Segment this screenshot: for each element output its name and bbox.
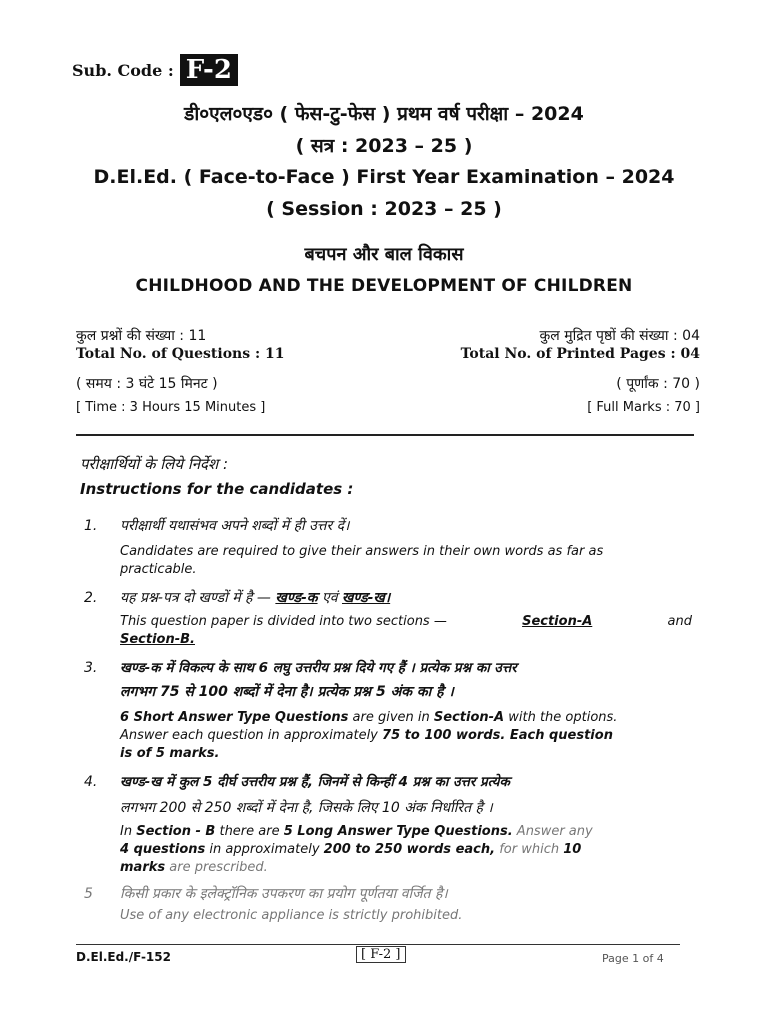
item-text-hindi: परीक्षार्थी यथासंभव अपने शब्दों में ही उत्तर दें। [120,518,350,534]
instructions-heading-english: Instructions for the candidates : [80,480,354,498]
text-segment: 6 Short Answer Type Questions [120,710,349,725]
text-segment: marks [120,860,166,875]
time-hindi: ( समय : 3 घंटे 15 मिनट ) [76,376,218,392]
text-segment: Answer any [516,824,593,839]
footer-page-number: Page 1 of 4 [602,952,664,965]
exam-title-hindi: डी०एल०एड० ( फेस-टु-फेस ) प्रथम वर्ष परीक्षा – 2024 [184,103,584,125]
sub-code [72,54,238,86]
session-hindi: ( सत्र : 2023 – 25 ) [295,135,473,157]
divider [76,434,694,436]
item-text-english-line [120,614,692,629]
text-segment: This question paper is divided into two sections — [120,614,447,629]
item-text-english-line [120,860,268,875]
text-segment: Section - B [136,824,216,839]
item-text-hindi: किसी प्रकार के इलेक्ट्रॉनिक उपकरण का प्रयोग पूर्णतया वर्जित है। [120,886,448,902]
marks-hindi: ( पूर्णांक : 70 ) [616,376,700,392]
text-segment: Answer each question in approximately [120,728,378,743]
section-a-label: Section-A [522,614,593,629]
marks-english: [ Full Marks : 70 ] [587,400,700,415]
text-segment: 200 to 250 words each, [323,842,496,857]
exam-title-english: D.El.Ed. ( Face-to-Face ) First Year Examination – 2024 [93,166,675,188]
footer-code: D.El.Ed./F-152 [76,950,171,964]
item-text-english-line [120,842,581,857]
sub-code-value: F-2 [180,54,238,86]
subject-english: CHILDHOOD AND THE DEVELOPMENT OF CHILDREN [135,276,633,296]
meta-row-english-counts [76,346,700,362]
text-segment: 75 to 100 words. Each question [382,728,613,743]
session-english: ( Session : 2023 – 25 ) [266,198,502,220]
footer-divider [76,944,680,945]
text-segment: and [667,614,692,629]
item-text-english-line: is of 5 marks. [120,746,220,761]
sub-code-label: Sub. Code : [72,60,174,80]
item-number: 1. [84,518,98,534]
text-segment: 5 Long Answer Type Questions. [283,824,513,839]
text-segment: with the options. [508,710,618,725]
item-text-english-line [120,710,617,725]
text-segment: 4 questions [120,842,206,857]
meta-row-hindi-counts [76,326,700,345]
item-text-hindi-line: खण्ड-क में विकल्प के साथ 6 लघु उत्तरीय प्रश्न दिये गए हैं । प्रत्येक प्रश्न का उत्तर [120,660,517,676]
text-segment: are prescribed. [169,860,268,875]
text-segment: एवं [322,590,338,606]
text-segment: In [120,824,133,839]
item-number: 2. [84,590,98,606]
text-segment: 10 [563,842,582,857]
item-text-hindi-line: खण्ड-ख में कुल 5 दीर्घ उत्तरीय प्रश्न हैं, जिनमें से किन्हीं 4 प्रश्न का उत्तर प्रत्येक [120,774,510,790]
subject-hindi: बचपन और बाल विकास [304,244,464,265]
section-a-hindi: खण्ड-क [275,590,318,606]
meta-row-english-time [76,400,700,415]
text-segment: Section-A [433,710,505,725]
item-text-english-line [120,728,613,743]
time-english: [ Time : 3 Hours 15 Minutes ] [76,400,266,415]
item-text-english: Use of any electronic appliance is strictly prohibited. [120,908,463,923]
item-text-hindi-line: लगभग 75 से 100 शब्दों में देना है। प्रत्येक प्रश्न 5 अंक का है । [120,684,454,700]
item-text-english-line: Candidates are required to give their answers in their own words as far as [120,544,604,559]
item-number: 5 [84,886,93,902]
section-b-label: Section-B. [120,632,195,647]
footer-subcode: [ F-2 ] [356,946,406,963]
questions-count-english: Total No. of Questions : 11 [76,346,285,362]
item-text-hindi-line: लगभग 200 से 250 शब्दों में देना है, जिसके लिए 10 अंक निर्धारित है । [120,800,493,816]
text-segment: are given in [352,710,430,725]
text-segment: यह प्रश्न-पत्र दो खण्डों में है — [120,590,271,606]
item-number: 4. [84,774,98,790]
questions-count-hindi: कुल प्रश्नों की संख्या : 11 [76,328,207,344]
text-segment: there are [219,824,280,839]
text-segment: in approximately [209,842,320,857]
meta-row-hindi-time [76,374,700,393]
pages-count-english: Total No. of Printed Pages : 04 [460,346,700,362]
instructions-heading-hindi: परीक्षार्थियों के लिये निर्देश : [80,455,229,473]
item-text-english-line: practicable. [120,562,197,577]
section-b-hindi: खण्ड-ख। [341,590,391,606]
item-text-hindi [120,588,390,607]
item-text-english-line [120,824,593,839]
pages-count-hindi: कुल मुद्रित पृष्ठों की संख्या : 04 [539,328,700,344]
item-number: 3. [84,660,98,676]
text-segment: for which [499,842,560,857]
